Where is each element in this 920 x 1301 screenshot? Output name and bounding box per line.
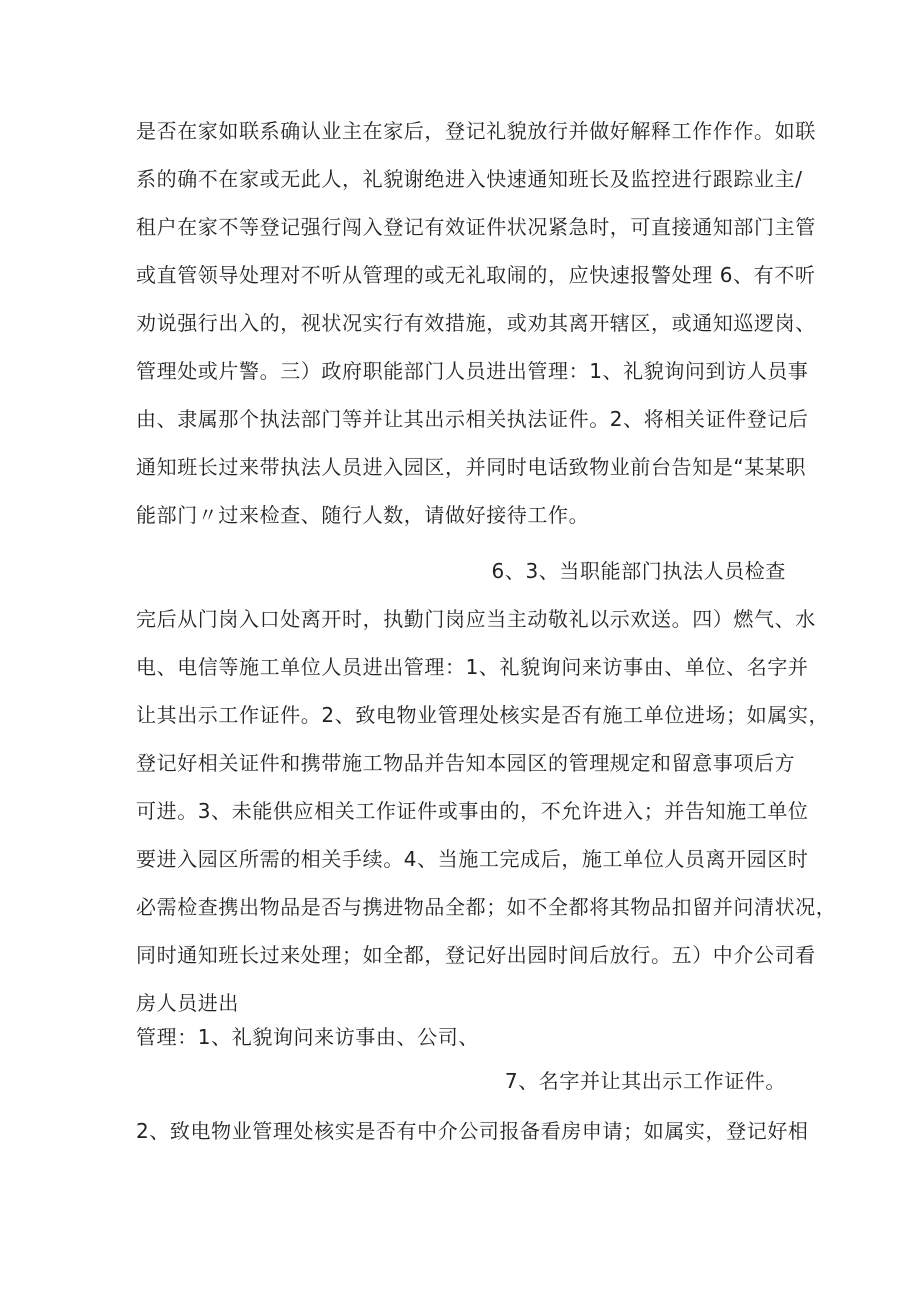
paragraph-line: 由、隶属那个执法部门等并让其出示相关执法证件。2、将相关证件登记后 bbox=[136, 407, 809, 431]
paragraph-line: 是否在家如联系确认业主在家后，登记礼貌放行并做好解释工作作作。如联 bbox=[136, 119, 816, 143]
paragraph-line: 劝说强行出入的，视状况实行有效措施，或劝其离开辖区，或通知巡逻岗、 bbox=[136, 311, 816, 335]
paragraph-line: 要进入园区所需的相关手续。4、当施工完成后，施工单位人员离开园区时 bbox=[136, 847, 809, 871]
paragraph-line: 房人员进出 bbox=[136, 991, 239, 1015]
paragraph-line: 系的确不在家或无此人，礼貌谢绝进入快速通知班长及监控进行跟踪业主/ bbox=[136, 167, 803, 191]
paragraph-line: 必需检查携出物品是否与携进物品全都；如不全都将其物品扣留并问清状况， bbox=[136, 895, 837, 919]
paragraph-line-right: 7、名字并让其出示工作证件。 bbox=[504, 1069, 786, 1093]
paragraph-line: 电、电信等施工单位人员进出管理：1、礼貌询问来访事由、单位、名字并 bbox=[136, 655, 809, 679]
paragraph-line: 2、致电物业管理处核实是否有中介公司报备看房申请；如属实，登记好相 bbox=[136, 1119, 809, 1143]
paragraph-line: 通知班长过来带执法人员进入园区，并同时电话致物业前台告知是“某某职 bbox=[136, 455, 807, 479]
paragraph-line: 让其出示工作证件。2、致电物业管理处核实是否有施工单位进场；如属实， bbox=[136, 703, 830, 727]
paragraph-line: 可进。3、未能供应相关工作证件或事由的，不允许进入；并告知施工单位 bbox=[136, 799, 809, 823]
paragraph-line: 同时通知班长过来处理；如全都，登记好出园时间后放行。五）中介公司看 bbox=[136, 943, 816, 967]
paragraph-line: 完后从门岗入口处离开时，执勤门岗应当主动敬礼以示欢送。四）燃气、水 bbox=[136, 607, 816, 631]
paragraph-line: 能部门〃过来检查、随行人数，请做好接待工作。 bbox=[136, 503, 590, 527]
paragraph-line-right: 6、3、当职能部门执法人员检查 bbox=[491, 559, 786, 583]
paragraph-line: 管理：1、礼貌询问来访事由、公司、 bbox=[136, 1025, 479, 1049]
paragraph-line: 或直管领导处理对不听从管理的或无礼取闹的，应快速报警处理 6、有不听 bbox=[136, 263, 816, 287]
paragraph-line: 租户在家不等登记强行闯入登记有效证件状况紧急时，可直接通知部门主管 bbox=[136, 215, 816, 239]
paragraph-line: 登记好相关证件和携带施工物品并告知本园区的管理规定和留意事项后方 bbox=[136, 751, 796, 775]
paragraph-line: 管理处或片警。三）政府职能部门人员进出管理：1、礼貌询问到访人员事 bbox=[136, 359, 809, 383]
